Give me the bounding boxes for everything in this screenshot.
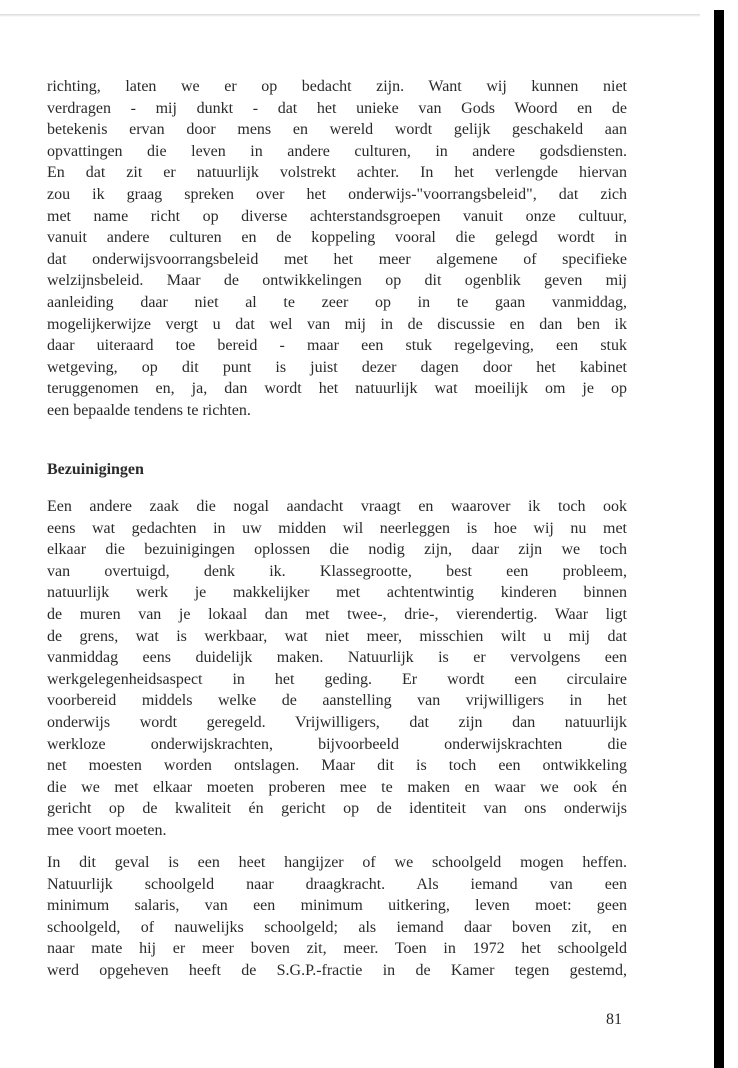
text-line: elkaar die bezuinigingen oplossen die nodig zijn, daar zijn we toch: [47, 541, 627, 559]
text-line: natuurlijk werk je makkelijker met achtentwintig kinderen binnen: [47, 584, 627, 602]
text-line: werkgelegenheidsaspect in het geding. Er wordt een circulaire: [47, 670, 627, 688]
text-line: eens wat gedachten in uw midden wil neerleggen is hoe wij nu met: [47, 519, 627, 537]
text-line: met name richt op diverse achterstandsgroepen vanuit onze cultuur,: [47, 207, 627, 225]
text-line: aanleiding daar niet al te zeer op in te gaan vanmiddag,: [47, 293, 627, 311]
text-line: dat onderwijsvoorrangsbeleid met het meer algemene of specifieke: [47, 250, 627, 268]
page-number: 81: [606, 1011, 622, 1028]
text-line: opvattingen die leven in andere culturen, in andere godsdiensten.: [47, 142, 627, 160]
text-line: En dat zit er natuurlijk volstrekt achter. In het verlengde hiervan: [47, 164, 627, 182]
text-line: net moesten worden ontslagen. Maar dit is toch een ontwikkeling: [47, 757, 627, 775]
paragraph-1: [47, 76, 627, 422]
text-line: mee voort moeten.: [47, 821, 167, 839]
text-line: van overtuigd, denk ik. Klassegrootte, best een probleem,: [47, 562, 627, 580]
text-line: verdragen - mij dunkt - dat het unieke van Gods Woord en de: [47, 99, 627, 117]
text-line: gericht op de kwaliteit én gericht op de identiteit van ons onderwijs: [47, 800, 627, 818]
text-line: richting, laten we er op bedacht zijn. Want wij kunnen niet: [47, 78, 627, 95]
text-line: werd opgeheven heeft de S.G.P.-fractie in de Kamer tegen gestemd,: [47, 961, 627, 979]
text-line: een bepaalde tendens te richten.: [47, 401, 251, 419]
text-line: welzijnsbeleid. Maar de ontwikkelingen op dit ogenblik geven mij: [47, 272, 627, 290]
text-line: wetgeving, op dit punt is juist dezer dagen door het kabinet: [47, 358, 627, 376]
paragraph-3: [47, 852, 627, 982]
text-line: Natuurlijk schoolgeld naar draagkracht. Als iemand van een: [47, 875, 627, 893]
text-line: voorbereid middels welke de aanstelling van vrijwilligers in het: [47, 692, 627, 710]
section-heading: Bezuinigingen: [47, 461, 144, 478]
text-line: minimum salaris, van een minimum uitkering, leven moet: geen: [47, 897, 627, 915]
text-line: teruggenomen en, ja, dan wordt het natuurlijk wat moeilijk om je op: [47, 380, 627, 398]
text-line: In dit geval is een heet hangijzer of we schoolgeld mogen heffen.: [47, 854, 627, 871]
text-line: de grens, wat is werkbaar, wat niet meer, misschien wilt u mij dat: [47, 627, 627, 645]
text-line: Een andere zaak die nogal aandacht vraagt en waarover ik toch ook: [47, 498, 627, 515]
text-line: schoolgeld, of nauwelijks schoolgeld; als iemand daar boven zit, en: [47, 918, 627, 936]
text-line: de muren van je lokaal dan met twee-, drie-, vierendertig. Waar ligt: [47, 605, 627, 623]
text-line: vanmiddag eens duidelijk maken. Natuurlijk is er vervolgens een: [47, 649, 627, 667]
text-line: onderwijs wordt geregeld. Vrijwilligers, dat zijn dan natuurlijk: [47, 713, 627, 731]
scan-top-shadow: [0, 14, 700, 17]
text-line: naar mate hij er meer boven zit, meer. Toen in 1972 het schoolgeld: [47, 940, 627, 958]
text-line: betekenis ervan door mens en wereld wordt gelijk geschakeld aan: [47, 121, 627, 139]
text-line: daar uiteraard toe bereid - maar een stuk regelgeving, een stuk: [47, 337, 627, 355]
text-line: werkloze onderwijskrachten, bijvoorbeeld onderwijskrachten die: [47, 735, 627, 753]
text-line: vanuit andere culturen en de koppeling vooral die gelegd wordt in: [47, 229, 627, 247]
paragraph-2: [47, 496, 627, 842]
text-line: die we met elkaar moeten proberen mee te maken en waar we ook én: [47, 778, 627, 796]
scan-edge-bar: [714, 10, 724, 1068]
text-line: mogelijkerwijze vergt u dat wel van mij in de discussie en dan ben ik: [47, 315, 627, 333]
text-line: zou ik graag spreken over het onderwijs-"voorrangsbeleid", dat zich: [47, 185, 627, 203]
